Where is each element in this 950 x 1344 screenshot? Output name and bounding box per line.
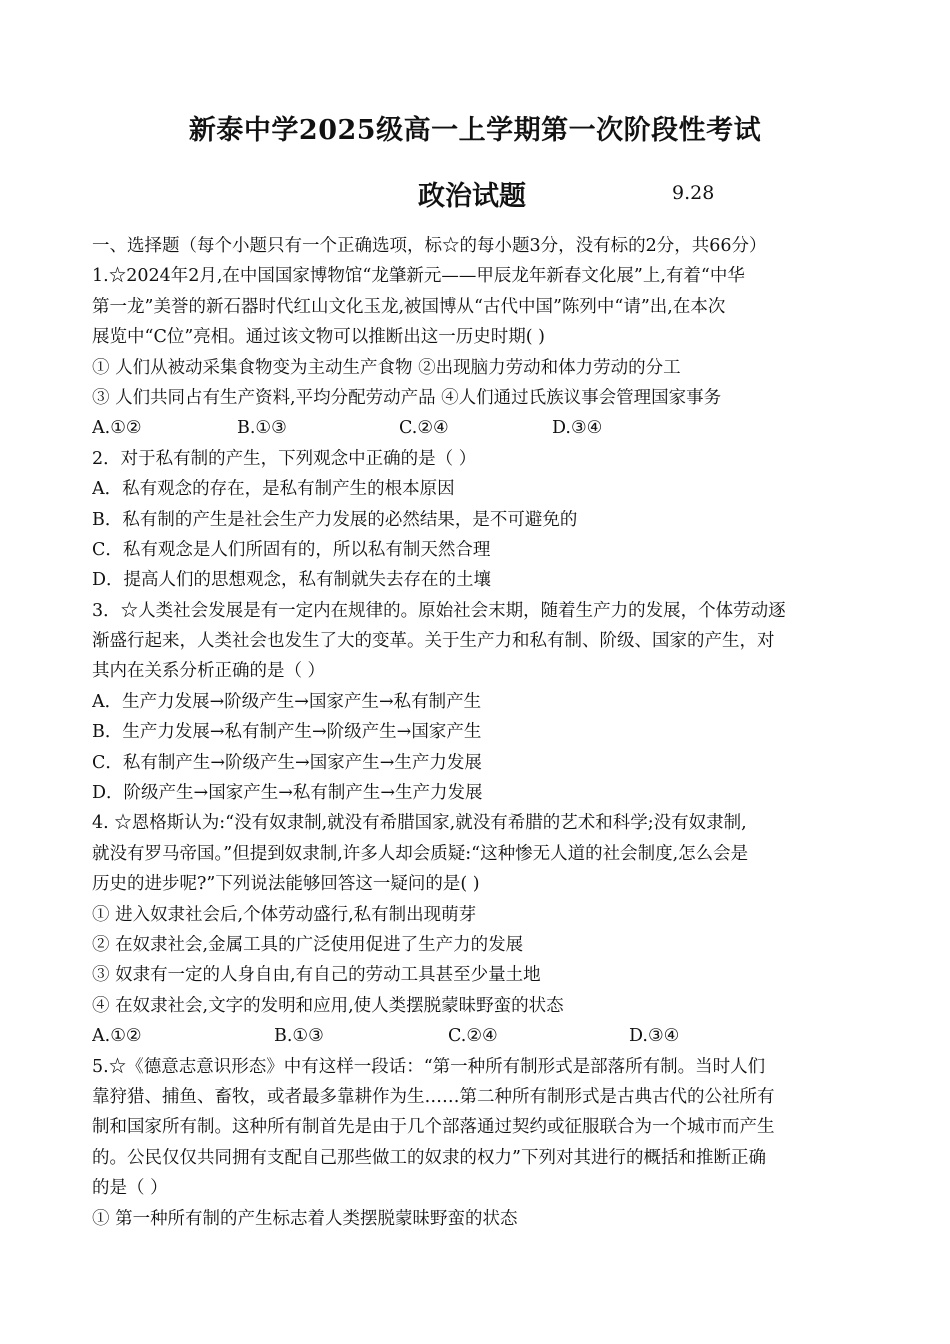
question-stem-line: 渐盛行起来，人类社会也发生了大的变革。关于生产力和私有制、阶级、国家的产生，对 [92, 631, 775, 652]
choice-a[interactable]: A.①② [92, 1026, 142, 1047]
question-4 [92, 808, 862, 1051]
choice-a[interactable]: A.①② [92, 418, 142, 439]
question-stem-line: 展览中“C位”亮相。通过该文物可以推断出这一历史时期( ) [92, 327, 545, 348]
statement-line: ④ 在奴隶社会,文字的发明和应用,使人类摆脱蒙昧野蛮的状态 [92, 995, 564, 1016]
exam-title: 新泰中学2025级高一上学期第一次阶段性考试 [188, 115, 762, 146]
answer-choices [92, 413, 862, 443]
question-stem-line: 靠狩猎、捕鱼、畜牧，或者最多靠耕作为生……第二种所有制形式是古典古代的公社所有 [92, 1086, 775, 1107]
question-stem-line: 就没有罗马帝国。”但提到奴隶制,许多人却会质疑:“这种惨无人道的社会制度,怎么会是 [92, 843, 749, 864]
option-b[interactable]: B．私有制的产生是社会生产力发展的必然结果，是不可避免的 [92, 509, 578, 530]
question-2 [92, 444, 862, 596]
question-1 [92, 261, 862, 443]
question-3 [92, 596, 862, 809]
question-stem-line: 3．☆人类社会发展是有一定内在规律的。原始社会末期，随着生产力的发展，个体劳动逐 [92, 600, 786, 621]
exam-subtitle: 政治试题 [418, 181, 526, 212]
question-5 [92, 1052, 862, 1234]
statement-line: ③ 人们共同占有生产资料,平均分配劳动产品 ④人们通过氏族议事会管理国家事务 [92, 387, 722, 408]
answer-choices [92, 1021, 862, 1051]
choice-b[interactable]: B.①③ [274, 1026, 324, 1047]
statement-line: ① 第一种所有制的产生标志着人类摆脱蒙昧野蛮的状态 [92, 1208, 518, 1229]
choice-c[interactable]: C.②④ [399, 418, 449, 439]
exam-content [92, 231, 862, 1234]
option-a[interactable]: A．私有观念的存在，是私有制产生的根本原因 [92, 479, 455, 500]
option-c[interactable]: C．私有观念是人们所固有的，所以私有制天然合理 [92, 539, 491, 560]
question-stem-line: 的。公民仅仅共同拥有支配自己那些做工的奴隶的权力”下列对其进行的概括和推断正确 [92, 1147, 766, 1168]
exam-date: 9.28 [672, 182, 715, 204]
question-stem-line: 制和国家所有制。这种所有制首先是由于几个部落通过契约或征服联合为一个城市而产生 [92, 1117, 775, 1138]
statement-line: ① 人们从被动采集食物变为主动生产食物 ②出现脑力劳动和体力劳动的分工 [92, 357, 681, 378]
choice-b[interactable]: B.①③ [237, 418, 287, 439]
option-c[interactable]: C．私有制产生→阶级产生→国家产生→生产力发展 [92, 752, 482, 773]
choice-d[interactable]: D.③④ [552, 418, 603, 439]
question-stem-line: 其内在关系分析正确的是（ ） [92, 661, 326, 682]
question-stem-line: 5.☆《德意志意识形态》中有这样一段话：“第一种所有制形式是部落所有制。当时人们 [92, 1056, 766, 1077]
choice-c[interactable]: C.②④ [448, 1026, 498, 1047]
choice-d[interactable]: D.③④ [629, 1026, 680, 1047]
option-b[interactable]: B．生产力发展→私有制产生→阶级产生→国家产生 [92, 722, 482, 743]
question-stem-line: 2．对于私有制的产生，下列观念中正确的是（ ） [92, 448, 477, 469]
option-d[interactable]: D．阶级产生→国家产生→私有制产生→生产力发展 [92, 783, 483, 804]
question-stem-line: 历史的进步呢?”下列说法能够回答这一疑问的是( ) [92, 874, 480, 895]
option-d[interactable]: D．提高人们的思想观念，私有制就失去存在的土壤 [92, 570, 492, 591]
option-a[interactable]: A．生产力发展→阶级产生→国家产生→私有制产生 [92, 691, 482, 712]
section-heading: 一、选择题（每个小题只有一个正确选项，标☆的每小题3分，没有标的2分，共66分） [92, 236, 767, 256]
statement-line: ③ 奴隶有一定的人身自由,有自己的劳动工具甚至少量土地 [92, 965, 541, 986]
question-stem-line: 的是（ ） [92, 1178, 168, 1199]
question-stem-line: 4. ☆恩格斯认为:“没有奴隶制,就没有希腊国家,就没有希腊的艺术和科学;没有奴隶制, [92, 813, 747, 834]
statement-line: ② 在奴隶社会,金属工具的广泛使用促进了生产力的发展 [92, 934, 524, 955]
question-stem-line: 第一龙”美誉的新石器时代红山文化玉龙,被国博从“古代中国”陈列中“请”出,在本次 [92, 296, 726, 317]
question-stem-line: 1.☆2024年2月,在中国国家博物馆“龙肇新元——甲辰龙年新春文化展”上,有着“中华 [92, 266, 745, 287]
statement-line: ① 进入奴隶社会后,个体劳动盛行,私有制出现萌芽 [92, 904, 477, 925]
